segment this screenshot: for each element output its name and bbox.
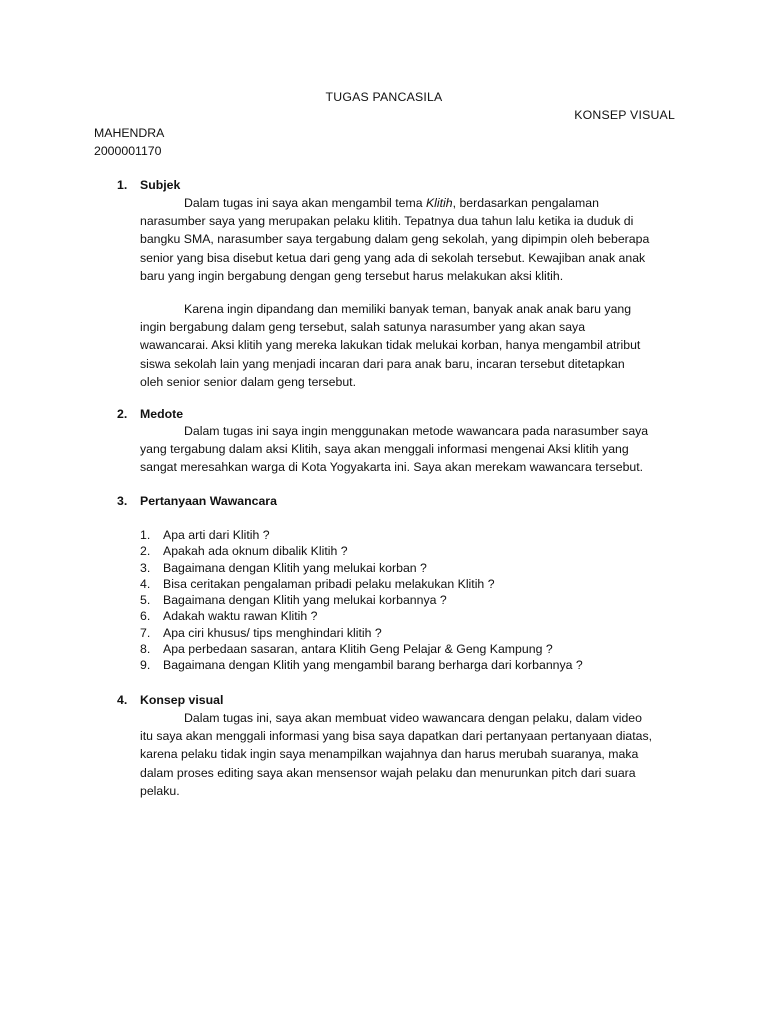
section-title: Medote <box>140 407 184 421</box>
section-heading-konsep <box>117 691 223 709</box>
paragraph-line: senior yang bisa disebut ketua dari geng yang ada di sekolah tersebut. Kewajiban anak anak <box>140 250 646 265</box>
paragraph-line: Dalam tugas ini, saya akan membuat video wawancara dengan pelaku, dalam video <box>184 711 642 725</box>
paragraph-line: sangat meresahkan warga di Kota Yogyakarta ini. Saya akan merekam wawancara tersebut. <box>140 460 644 475</box>
section-heading-subjek <box>117 176 180 194</box>
list-item: 7. Apa ciri khusus/ tips menghindari klitih ? <box>140 625 382 640</box>
section-heading-pertanyaan <box>117 492 277 510</box>
section-title: Pertanyaan Wawancara <box>140 494 277 508</box>
paragraph-line: bangku SMA, narasumber saya tergabung dalam geng sekolah, yang dipimpin oleh beberapa <box>140 232 650 247</box>
list-item: 6. Adakah waktu rawan Klitih ? <box>140 609 318 624</box>
paragraph-line: pelaku. <box>140 783 180 798</box>
paragraph-line: narasumber saya yang merupakan pelaku klitih. Tepatnya dua tahun lalu ketika ia duduk di <box>140 214 634 229</box>
section-number: 2. <box>117 407 128 421</box>
section-number: 4. <box>117 693 128 707</box>
section-heading-medote <box>117 405 183 423</box>
paragraph-line: Dalam tugas ini saya ingin menggunakan metode wawancara pada narasumber saya <box>184 424 649 438</box>
list-item: 4. Bisa ceritakan pengalaman pribadi pelaku melakukan Klitih ? <box>140 576 495 591</box>
section-number: 1. <box>117 178 128 192</box>
subjek-paragraph-1 <box>140 194 675 285</box>
paragraph-line: yang tergabung dalam aksi Klitih, saya akan menggali informasi mengenai Aksi klitih yang <box>140 442 629 457</box>
medote-paragraph <box>140 422 675 477</box>
list-item: 9. Bagaimana dengan Klitih yang mengambil barang berharga dari korbannya ? <box>140 658 583 673</box>
paragraph-line: baru yang ingin bergabung dengan geng tersebut harus melakukan aksi klitih. <box>140 268 564 283</box>
list-item: 2. Apakah ada oknum dibalik Klitih ? <box>140 544 348 559</box>
list-item: 3. Bagaimana dengan Klitih yang melukai korban ? <box>140 560 427 575</box>
question-list <box>140 527 583 674</box>
paragraph-line: dalam proses editing saya akan mensensor wajah pelaku dan menurunkan pitch dari suara <box>140 765 636 780</box>
author-id: 2000001170 <box>94 144 162 158</box>
header-right-label: KONSEP VISUAL <box>574 108 675 122</box>
list-item: 5. Bagaimana dengan Klitih yang melukai korbannya ? <box>140 593 447 608</box>
konsep-paragraph <box>140 709 675 800</box>
paragraph-line: wawancarai. Aksi klitih yang mereka lakukan tidak melukai korban, hanya mengambil atribut <box>140 338 641 353</box>
italic-term: Klitih <box>425 196 453 210</box>
author-name: MAHENDRA <box>94 126 165 140</box>
list-item: 1. Apa arti dari Klitih ? <box>140 528 270 542</box>
section-title: Konsep visual <box>140 693 224 707</box>
paragraph-line: itu saya akan menggali informasi yang bisa saya dapatkan dari pertanyaan pertanyaan diatas, <box>140 729 653 744</box>
paragraph-line: karena pelaku tidak ingin saya menampilkan wajahnya dan harus merubah suaranya, maka <box>140 747 639 762</box>
paragraph-line: ingin bergabung dalam geng tersebut, salah satunya narasumber yang akan saya <box>140 320 586 335</box>
paragraph-line: siswa sekolah lain yang menjadi incaran dari para anak baru, incaran tersebut ditetapkan <box>140 356 625 371</box>
subjek-paragraph-2 <box>140 300 675 391</box>
paragraph-line: Karena ingin dipandang dan memiliki banyak teman, banyak anak anak baru yang <box>184 302 632 316</box>
paragraph-line: Dalam tugas ini saya akan mengambil tema Klitih, berdasarkan pengalaman <box>184 196 599 210</box>
list-item: 8. Apa perbedaan sasaran, antara Klitih Geng Pelajar & Geng Kampung ? <box>140 642 553 657</box>
author-block <box>94 124 164 160</box>
section-number: 3. <box>117 494 128 508</box>
paragraph-line: oleh senior senior dalam geng tersebut. <box>140 374 357 389</box>
document-title: TUGAS PANCASILA <box>325 90 443 104</box>
section-title: Subjek <box>140 178 181 192</box>
